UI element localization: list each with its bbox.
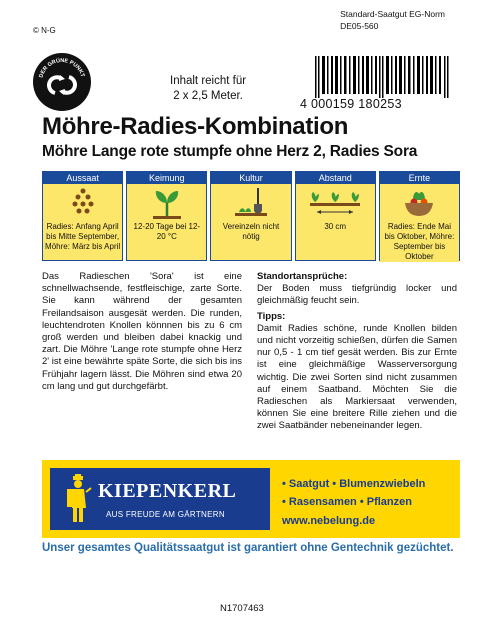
icon-box-heading: Keimung	[127, 172, 206, 184]
tipps-heading: Tipps:	[257, 310, 286, 322]
kiepenkerl-logo	[50, 468, 270, 530]
icon-box-text: 12-20 Tage bei 12-20 °C	[133, 222, 201, 241]
standort-heading: Standortansprüche:	[257, 271, 348, 282]
icon-box-heading: Abstand	[296, 172, 375, 184]
cultivation-icons	[42, 171, 460, 261]
icon-box-heading: Kultur	[211, 172, 290, 184]
barcode-graphic	[315, 56, 450, 98]
sprout-icon	[137, 184, 197, 222]
barcode-number: 4 000159 180253	[300, 97, 402, 111]
icon-box-heading: Ernte	[380, 172, 459, 184]
brand-website[interactable]: www.nebelung.de	[282, 515, 376, 527]
shovel-icon	[221, 184, 281, 222]
product-subtitle: Möhre Lange rote stumpfe ohne Herz 2, Radies Sora	[42, 143, 418, 160]
product-title: Möhre-Radies-Kombination	[42, 113, 349, 140]
icon-box-kultur	[210, 171, 291, 261]
standard-line1: Standard-Saatgut EG-Norm	[340, 9, 445, 19]
icon-box-abstand	[295, 171, 376, 261]
standard-line2: DE05-560	[340, 21, 379, 31]
icon-box-text: Vereinzeln nicht nötig	[222, 222, 280, 241]
icon-box-text: Radies: Ende Mai bis Oktober, Möhre: September bis Oktober	[384, 222, 455, 261]
gruener-punkt-icon	[33, 53, 91, 111]
seeds-icon	[53, 184, 113, 222]
brand-tagline: AUS FREUDE AM GÄRTNERN	[106, 510, 225, 519]
icon-box-heading: Aussaat	[43, 172, 122, 184]
content-line1: Inhalt reicht für	[170, 75, 247, 87]
tipps-text: Damit Radies schöne, runde Knollen bilden und nicht vorzeitig schießen, dürfen die Samen nur 0,5 - 1 cm tief gesät werden. Bis zur Ernte ist eine gleichmäßige Wasserversorgung wichtig. Die zwei Sorten sind nicht zusammen auf einem Saatband. Möchten Sie die Radieschen als Markiersaat verwenden, können Sie eine breitere Rille ziehen und die zwei Saatbänder nebeneinander legen.	[257, 322, 457, 432]
copyright-text: © N-G	[33, 26, 56, 35]
brand-banner	[42, 460, 460, 538]
brand-name: KIEPENKERL	[98, 480, 237, 502]
harvest-bowl-icon	[389, 184, 449, 222]
svg-text:DER GRÜNE PUNKT: DER GRÜNE PUNKT	[38, 57, 86, 79]
icon-box-text: 30 cm	[324, 222, 347, 231]
brand-products-line2: • Rasensamen • Pflanzen	[282, 496, 412, 508]
article-number: N1707463	[220, 603, 264, 614]
standard-norm	[340, 8, 445, 32]
icon-box-keimung	[126, 171, 207, 261]
brand-products-line1: • Saatgut • Blumenzwiebeln	[282, 478, 426, 490]
quality-statement: Unser gesamtes Qualitätssaatgut ist garantiert ohne Gentechnik gezüchtet.	[42, 542, 454, 554]
icon-box-text: Radies: Anfang April bis Mitte September, Möhre: März bis April	[45, 222, 121, 251]
product-description: Das Radieschen 'Sora' ist eine schnellwachsende, festfleischige, zarte Sorte. Sie kann während der gesamten Freilandsaison ausgesät werden. Die runden, leuchtendroten Knollen könnnen bis zu 6 cm groß werden und bleiben dabei knackig und zart. Die Möhre 'Lange rote stumpfe ohne Herz 2' ist eine bewährte späte Sorte, die sich bis ins Frühjahr lagern lässt. Die Möhren sind etwa 20 cm lang und gut durchgefärbt.	[42, 271, 242, 392]
kiepenkerl-figure-icon	[64, 474, 92, 526]
content-line2: 2 x 2,5 Meter.	[173, 90, 243, 102]
content-info	[170, 74, 246, 104]
gruener-punkt-logo	[33, 53, 91, 111]
growing-info	[257, 271, 457, 433]
icon-box-ernte	[379, 171, 460, 261]
icon-box-aussaat	[42, 171, 123, 261]
spacing-icon	[305, 184, 365, 222]
standort-text: Der Boden muss tiefgründig locker und gleichmäßig feucht sein.	[257, 283, 457, 307]
